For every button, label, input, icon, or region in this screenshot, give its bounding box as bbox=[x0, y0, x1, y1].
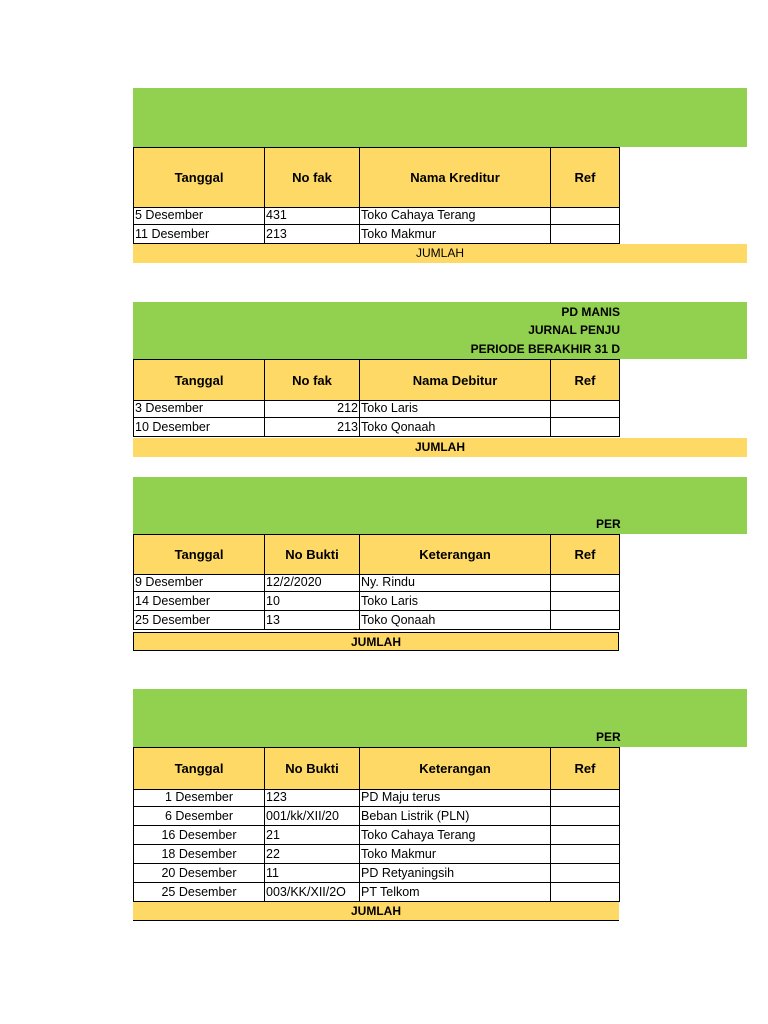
number-cell: 213 bbox=[264, 418, 359, 436]
total-row: JUMLAH bbox=[133, 902, 619, 921]
number-cell: 212 bbox=[264, 399, 359, 417]
period-title: PERIODE BERAKHIR 31 D bbox=[470, 342, 620, 356]
title-banner bbox=[133, 477, 747, 534]
header-cell: Tanggal bbox=[133, 148, 264, 207]
table-row bbox=[133, 592, 620, 611]
period-title: PER bbox=[596, 730, 621, 744]
table-header bbox=[133, 534, 620, 575]
ref-cell bbox=[550, 225, 620, 243]
ref-cell bbox=[550, 592, 620, 610]
header-cell: No Bukti bbox=[264, 535, 359, 574]
total-row: JUMLAH bbox=[133, 632, 619, 651]
ref-cell bbox=[550, 807, 620, 825]
period-title: PER bbox=[596, 517, 621, 531]
table-header bbox=[133, 747, 620, 790]
name-cell: Toko Qonaah bbox=[359, 611, 550, 629]
header-cell: Tanggal bbox=[133, 360, 264, 400]
number-cell: 213 bbox=[264, 225, 359, 243]
date-cell: 20 Desember bbox=[133, 864, 264, 882]
title-banner bbox=[133, 689, 747, 747]
table-header bbox=[133, 147, 620, 208]
table-row bbox=[133, 845, 620, 864]
ref-cell bbox=[550, 399, 620, 417]
date-cell: 5 Desember bbox=[133, 206, 264, 224]
table-row bbox=[133, 807, 620, 826]
name-cell: PD Retyaningsih bbox=[359, 864, 550, 882]
ref-cell bbox=[550, 788, 620, 806]
table-body bbox=[133, 573, 620, 630]
name-cell: Toko Cahaya Terang bbox=[359, 206, 550, 224]
table-row bbox=[133, 418, 620, 437]
name-cell: Toko Makmur bbox=[359, 845, 550, 863]
name-cell: Ny. Rindu bbox=[359, 573, 550, 591]
table-row bbox=[133, 399, 620, 418]
header-cell: Tanggal bbox=[133, 748, 264, 789]
number-cell: 22 bbox=[264, 845, 359, 863]
date-cell: 6 Desember bbox=[133, 807, 264, 825]
header-cell: No fak bbox=[264, 360, 359, 400]
name-cell: Toko Laris bbox=[359, 399, 550, 417]
name-cell: Beban Listrik (PLN) bbox=[359, 807, 550, 825]
number-cell: 10 bbox=[264, 592, 359, 610]
name-cell: Toko Makmur bbox=[359, 225, 550, 243]
company-name: PD MANIS bbox=[561, 305, 620, 319]
title-banner bbox=[133, 88, 747, 147]
table-body bbox=[133, 788, 620, 902]
header-cell: No Bukti bbox=[264, 748, 359, 789]
header-cell: Ref bbox=[550, 748, 620, 789]
ref-cell bbox=[550, 845, 620, 863]
date-cell: 25 Desember bbox=[133, 883, 264, 901]
name-cell: PD Maju terus bbox=[359, 788, 550, 806]
header-cell: Tanggal bbox=[133, 535, 264, 574]
header-cell: Nama Kreditur bbox=[359, 148, 550, 207]
name-cell: Toko Laris bbox=[359, 592, 550, 610]
header-cell: No fak bbox=[264, 148, 359, 207]
number-cell: 003/KK/XII/2O bbox=[264, 883, 359, 901]
table-row bbox=[133, 826, 620, 845]
table-row bbox=[133, 864, 620, 883]
number-cell: 001/kk/XII/20 bbox=[264, 807, 359, 825]
date-cell: 14 Desember bbox=[133, 592, 264, 610]
number-cell: 431 bbox=[264, 206, 359, 224]
header-cell: Ref bbox=[550, 535, 620, 574]
table-body bbox=[133, 206, 620, 244]
name-cell: Toko Cahaya Terang bbox=[359, 826, 550, 844]
total-row: JUMLAH bbox=[133, 438, 747, 457]
header-cell: Nama Debitur bbox=[359, 360, 550, 400]
date-cell: 10 Desember bbox=[133, 418, 264, 436]
table-row bbox=[133, 883, 620, 902]
table-row bbox=[133, 788, 620, 807]
number-cell: 21 bbox=[264, 826, 359, 844]
total-row: JUMLAH bbox=[133, 244, 747, 263]
header-cell: Ref bbox=[550, 360, 620, 400]
header-cell: Keterangan bbox=[359, 535, 550, 574]
table-header bbox=[133, 359, 620, 401]
journal-title: JURNAL PENJU bbox=[528, 323, 620, 337]
ref-cell bbox=[550, 206, 620, 224]
ref-cell bbox=[550, 418, 620, 436]
header-cell: Keterangan bbox=[359, 748, 550, 789]
table-row bbox=[133, 206, 620, 225]
ref-cell bbox=[550, 611, 620, 629]
date-cell: 9 Desember bbox=[133, 573, 264, 591]
date-cell: 1 Desember bbox=[133, 788, 264, 806]
date-cell: 18 Desember bbox=[133, 845, 264, 863]
name-cell: PT Telkom bbox=[359, 883, 550, 901]
date-cell: 3 Desember bbox=[133, 399, 264, 417]
number-cell: 13 bbox=[264, 611, 359, 629]
ref-cell bbox=[550, 826, 620, 844]
date-cell: 11 Desember bbox=[133, 225, 264, 243]
table-row bbox=[133, 611, 620, 630]
name-cell: Toko Qonaah bbox=[359, 418, 550, 436]
ref-cell bbox=[550, 573, 620, 591]
header-cell: Ref bbox=[550, 148, 620, 207]
date-cell: 25 Desember bbox=[133, 611, 264, 629]
number-cell: 11 bbox=[264, 864, 359, 882]
ref-cell bbox=[550, 883, 620, 901]
number-cell: 123 bbox=[264, 788, 359, 806]
number-cell: 12/2/2020 bbox=[264, 573, 359, 591]
table-body bbox=[133, 399, 620, 437]
date-cell: 16 Desember bbox=[133, 826, 264, 844]
table-row bbox=[133, 225, 620, 244]
table-row bbox=[133, 573, 620, 592]
ref-cell bbox=[550, 864, 620, 882]
